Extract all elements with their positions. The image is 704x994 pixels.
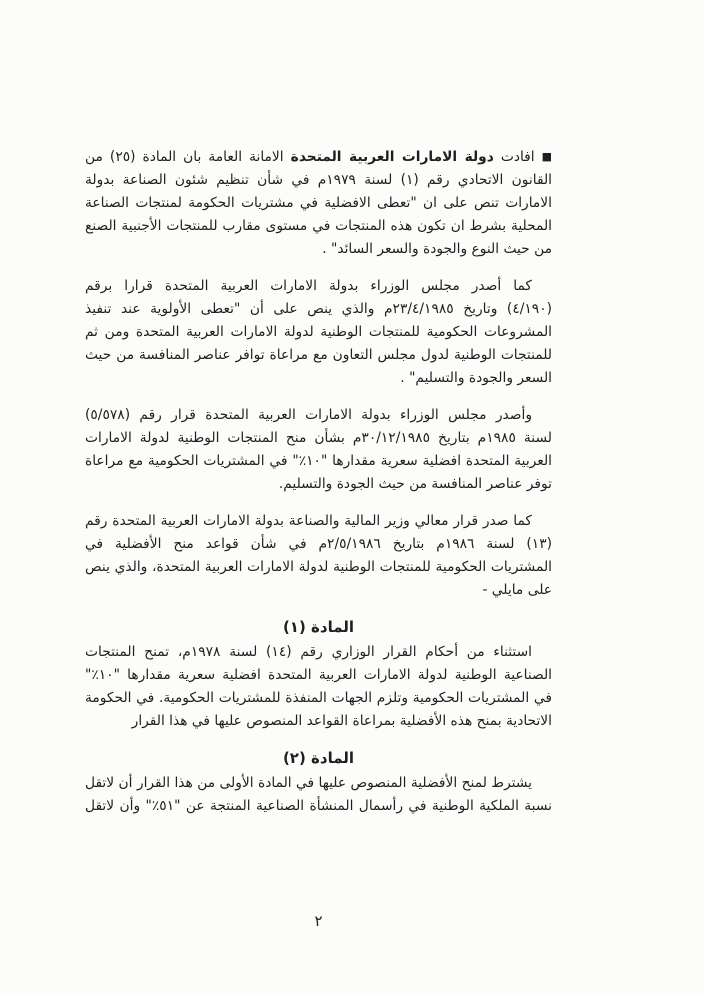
text-line: يشترط لمنح الأفضلية المنصوص عليها في المادة الأولى من هذا القرار أن لاتقل	[85, 775, 532, 791]
text-line: استثناء من أحكام القرار الوزاري رقم (١٤) لسنة ١٩٧٨م، تمنح المنتجات	[85, 644, 532, 660]
ministerial-decision-paragraph	[85, 510, 552, 602]
text-line: في المشتريات الحكومية وتلزم الجهات المنفذة للمشتريات الحكومية. في الحكومة	[85, 690, 552, 706]
article-1-heading: المادة (١)	[282, 618, 355, 636]
text-line: من حيث النوع والجودة والسعر السائد" .	[322, 241, 552, 257]
bullet-square-icon: ■	[541, 150, 552, 163]
text-line: المحلية بشرط ان تكون هذه المنتجات في مستوى مقارب للمنتجات الأجنبية الصنع	[85, 218, 552, 234]
text-line: (١٣) لسنة ١٩٨٦م بتاريخ ٢/٥/١٩٨٦م في شأن قواعد منح الأفضلية في	[85, 536, 552, 552]
text-line: وأصدر مجلس الوزراء بدولة الامارات العربية المتحدة قرار رقم (٥/٥٧٨)	[85, 407, 532, 423]
text-line: الاتحادية بمنح هذه الأفضلية بمراعاة القواعد المنصوص عليها في هذا القرار	[131, 713, 552, 729]
page-number: ٢	[314, 912, 323, 930]
country-name-bold: دولة الامارات العربية المتحدة	[290, 149, 494, 165]
decree-578-paragraph	[85, 404, 552, 496]
text-line: المشتريات الحكومية للمنتجات الوطنية لدولة الامارات العربية المتحدة، والذي ينص	[85, 559, 552, 575]
text-line: لسنة ١٩٨٥م بتاريخ ٣٠/١٢/١٩٨٥م بشأن منح المنتجات الوطنية لدولة الامارات	[85, 430, 552, 446]
text-line: القانون الاتحادي رقم (١) لسنة ١٩٧٩م في شأن تنظيم شئون الصناعة بدولة	[85, 172, 552, 188]
opening-line1-rest: الامانة العامة بان المادة (٢٥) من	[85, 149, 291, 165]
article-2-body	[85, 772, 552, 818]
text-line: كما صدر قرار معالي وزير المالية والصناعة بدولة الامارات العربية المتحدة رقم	[85, 513, 532, 529]
text-line: نسبة الملكية الوطنية في رأسمال المنشأة الصناعية المنتجة عن "٥١٪" وأن لاتقل	[85, 798, 552, 814]
text-line	[85, 146, 552, 169]
text-line: العربية المتحدة افضلية سعرية مقدارها "١٠٪" في المشتريات الحكومية مع مراعاة	[85, 453, 552, 469]
text-line: للمنتجات الوطنية لدول مجلس التعاون مع مراعاة توافر عناصر المنافسة من حيث	[85, 347, 552, 363]
text-block	[85, 146, 552, 832]
opening-paragraph	[85, 146, 552, 261]
text-line: السعر والجودة والتسليم" .	[400, 370, 552, 386]
article-2-heading: المادة (٢)	[282, 749, 355, 767]
text-line: (٤/١٩٠) وتاريخ ٢٣/٤/١٩٨٥م والذي ينص على أن "تعطى الأولوية عند تنفيذ	[85, 301, 552, 317]
text-line: كما أصدر مجلس الوزراء بدولة الامارات العربية المتحدة قرارا برقم	[85, 278, 532, 294]
text-line: المشروعات الحكومية للمنتجات الوطنية لدولة الامارات العربية المتحدة ومن ثم	[85, 324, 552, 340]
opening-intro: افادت	[493, 149, 535, 165]
text-line: على مايلي -	[482, 582, 552, 598]
text-line: الامارات تنص على ان "تعطى الافضلية في مشتريات الحكومة لمنتجات الصناعة	[85, 195, 552, 211]
text-line: توفر عناصر المنافسة من حيث الجودة والتسليم.	[278, 476, 552, 492]
text-line: الصناعية الوطنية لدولة الامارات العربية المتحدة افضلية سعرية مقدارها "١٠٪"	[85, 667, 552, 683]
decree-190-paragraph	[85, 275, 552, 390]
article-1-body	[85, 641, 552, 733]
